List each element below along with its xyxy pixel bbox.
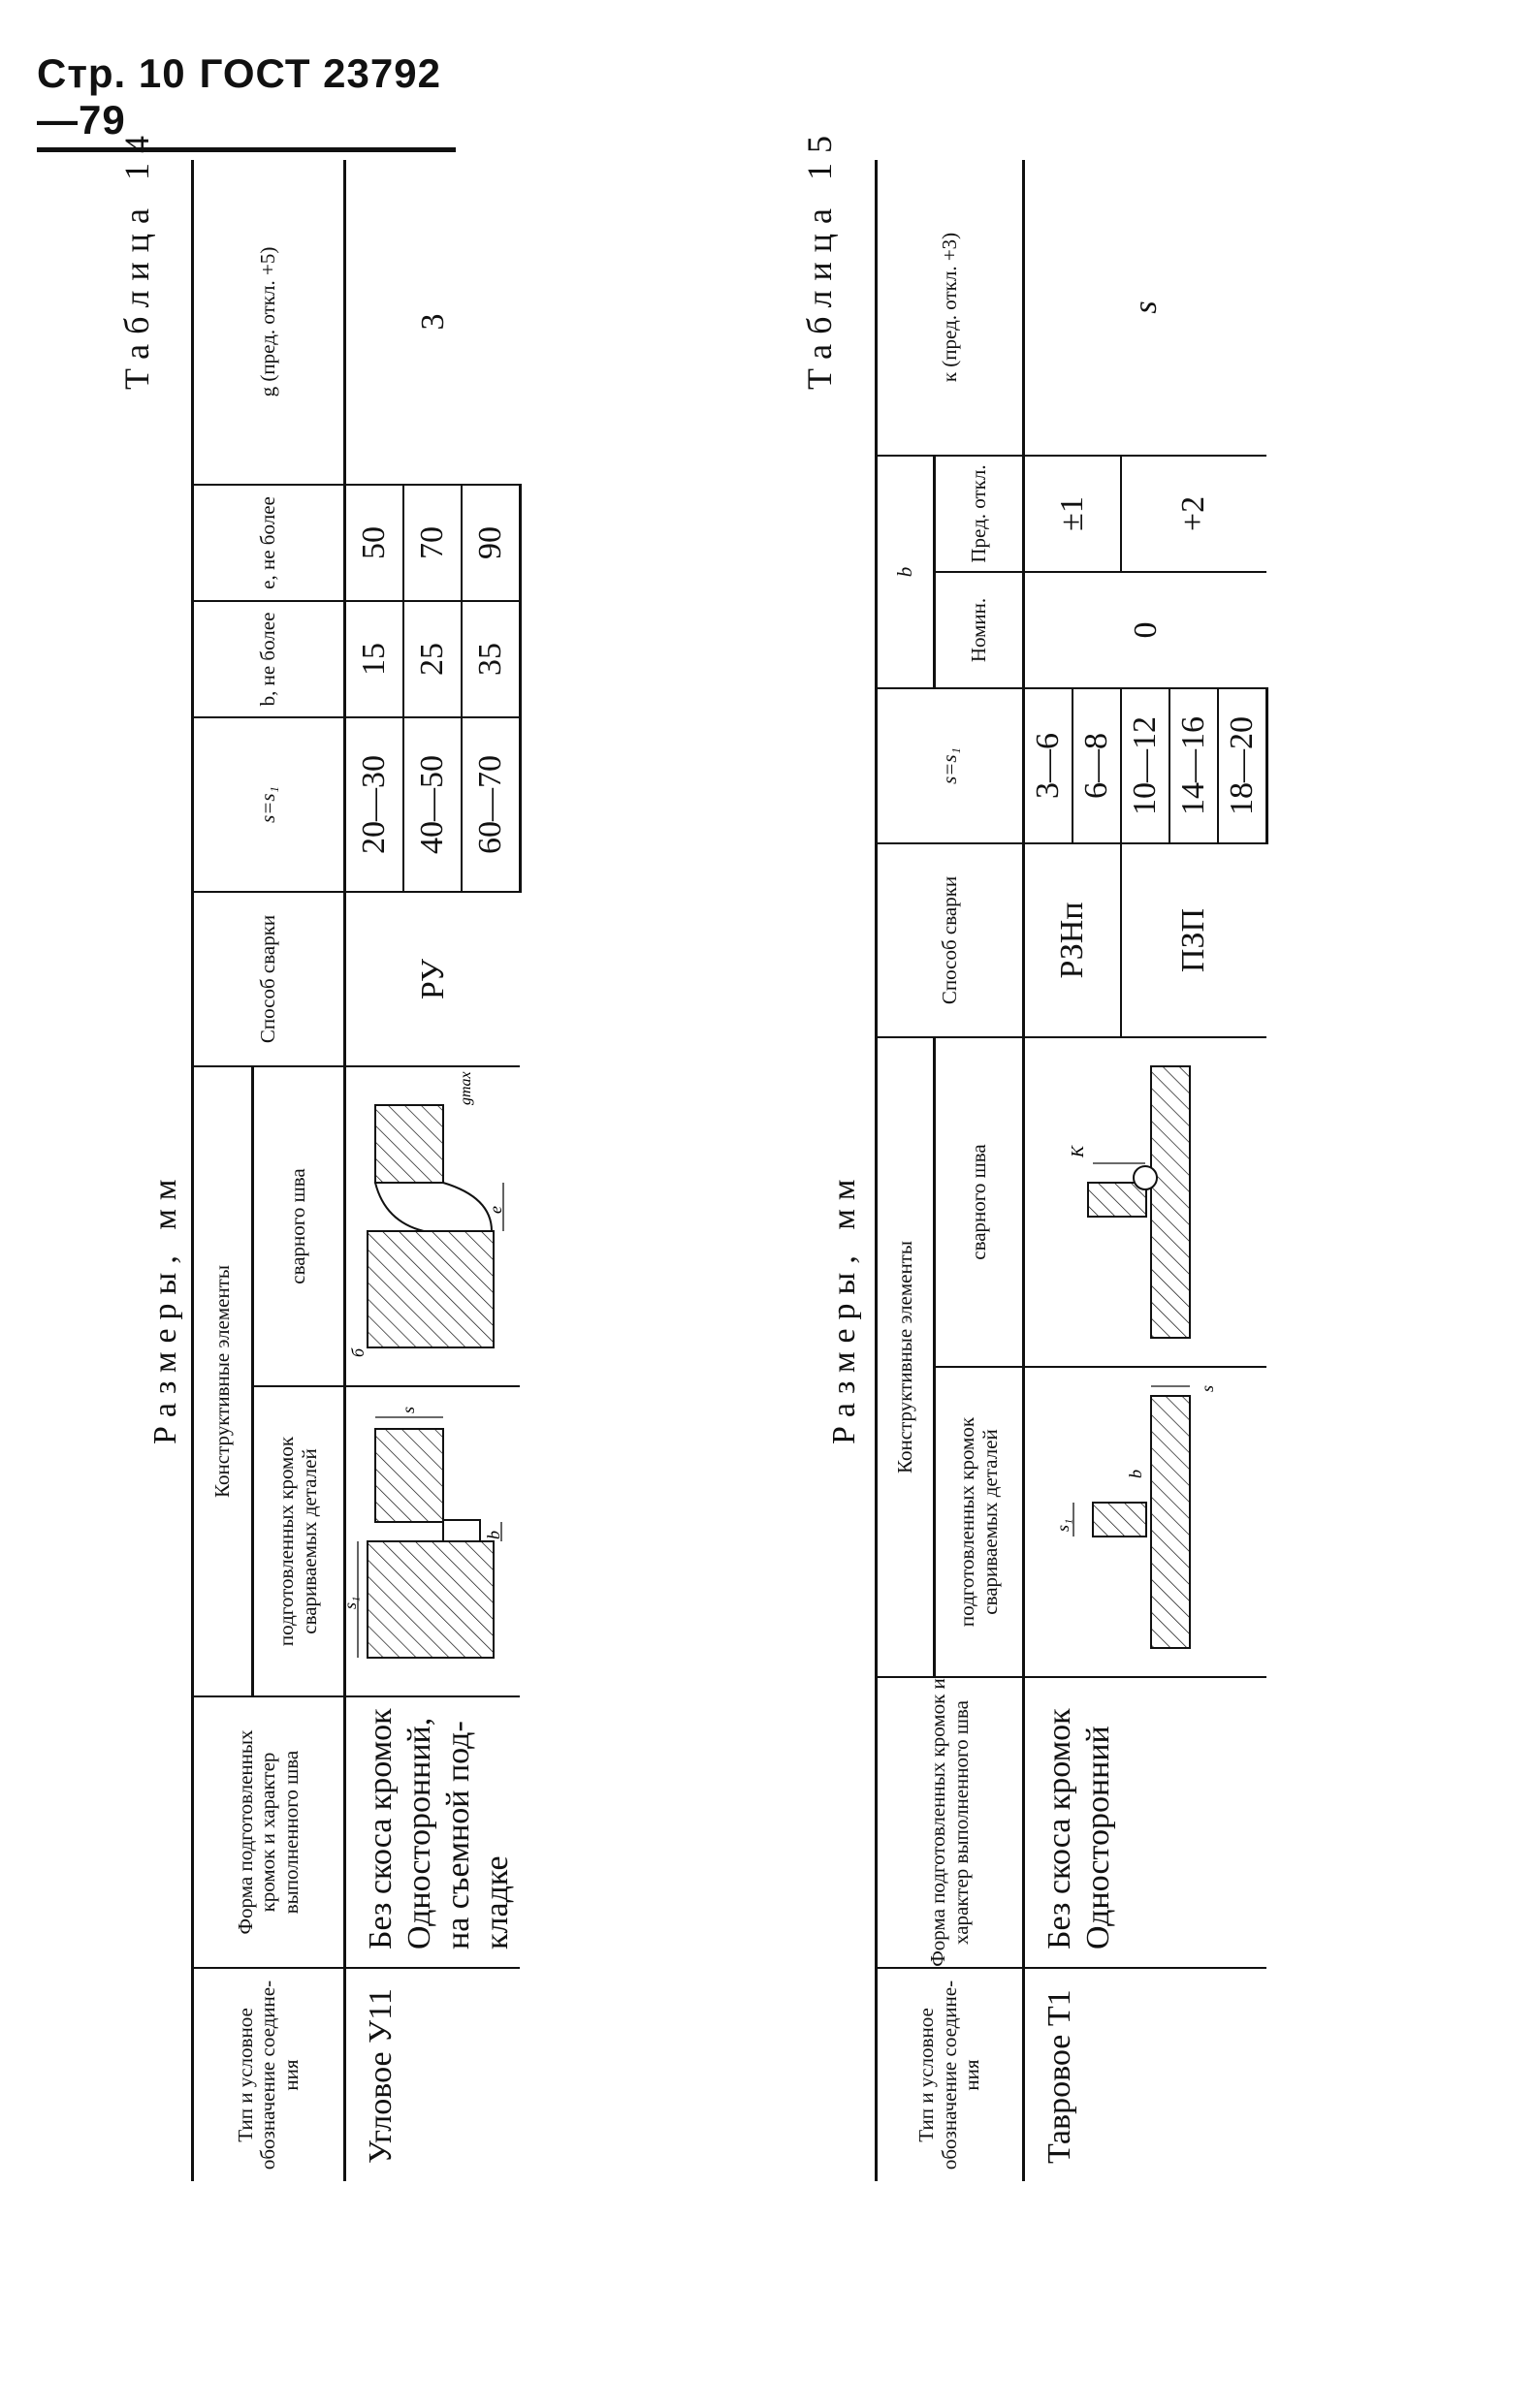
table-14-caption: Таблица 14 <box>117 126 156 390</box>
standard-number: ГОСТ 23792—79 <box>37 50 441 143</box>
table-15 <box>875 160 1268 2181</box>
t14-cell-g: 3 <box>345 160 521 485</box>
t14-cell-e-3: 90 <box>462 485 520 601</box>
t14-horizontal-plate <box>375 1429 443 1522</box>
table-15-dims-caption: Размеры, мм <box>826 1170 862 1444</box>
t14-weld-seam-drawing <box>346 1071 511 1377</box>
t14-cell-e-2: 70 <box>403 485 462 601</box>
t15-header-k: к (пред. откл. +3) <box>877 160 1024 456</box>
t15-cell-type: Тавровое Т1 <box>1024 1968 1267 2181</box>
table-14 <box>191 160 522 2181</box>
t14-weld-horizontal-plate <box>375 1105 443 1183</box>
t15-header-type: Тип и условное обозначение соединения <box>877 1968 1024 2181</box>
t14-header-g: g (пред. откл. +5) <box>193 160 345 485</box>
t14-weld-vertical-plate <box>368 1231 494 1347</box>
t14-cell-form: Без скоса кромок Односторонний, на съемной подкладке <box>345 1696 521 1968</box>
t15-header-weld: сварного шва <box>935 1037 1024 1367</box>
t14-vertical-plate <box>368 1541 494 1658</box>
t14-sketch-prepared <box>340 1386 521 1696</box>
t14-cell-s-2: 40—50 <box>403 717 462 892</box>
t15-weld-web-plate <box>1088 1183 1146 1217</box>
t14-label-b: b <box>484 1531 503 1539</box>
t15-weld-base-plate <box>1151 1066 1190 1338</box>
t14-backing-strip <box>443 1520 480 1541</box>
t15-label-s1: s₁ <box>1053 1518 1073 1532</box>
t14-weld-bead <box>375 1183 492 1231</box>
t15-cell-s-2: 6—8 <box>1073 688 1121 843</box>
t15-header-constructive: Конструктивные элементы <box>877 1037 935 1677</box>
t15-web-plate <box>1093 1503 1146 1537</box>
t15-header-prepared: подготовленных кромок свариваемых деталей <box>935 1367 1024 1677</box>
t15-header-tol: Пред. откл. <box>935 456 1024 572</box>
t15-weld-seam-drawing <box>1025 1047 1258 1357</box>
t15-prepared-edges-drawing <box>1025 1377 1258 1667</box>
t15-cell-s-1: 3—6 <box>1024 688 1073 843</box>
t15-cell-tol-1: ±1 <box>1024 456 1121 572</box>
t14-header-constructive: Конструктивные элементы <box>193 1066 253 1696</box>
t15-cell-k: s <box>1024 160 1267 456</box>
t14-cell-s-1: 20—30 <box>345 717 403 892</box>
t14-label-s1: s₁ <box>340 1596 360 1609</box>
page-number: Стр. 10 <box>37 50 186 96</box>
t14-cell-b-3: 35 <box>462 601 520 717</box>
t14-label-s: s <box>399 1406 418 1413</box>
t14-sketch-weld <box>345 1066 521 1386</box>
t14-label-b-weld: б <box>348 1347 368 1357</box>
t15-header-s: s=s₁ <box>877 688 1024 843</box>
t14-prepared-edges-drawing <box>340 1396 511 1687</box>
t15-cell-form: Без скоса кромок Односторонний <box>1024 1677 1267 1968</box>
t14-header-e: e, не более <box>193 485 345 601</box>
t15-label-k: K <box>1068 1145 1087 1157</box>
t15-label-s: s <box>1198 1384 1217 1392</box>
t14-header-form: Форма подготовленных кромок и характер выполненного шва <box>193 1696 345 1968</box>
t14-header-method: Способ сварки <box>193 892 345 1066</box>
t15-base-plate <box>1151 1396 1190 1648</box>
t15-cell-s-3: 10—12 <box>1121 688 1170 843</box>
t15-header-b: b <box>877 456 935 688</box>
t15-header-form: Форма подготовленных кромок и характер выполненного шва <box>877 1677 1024 1968</box>
t15-cell-b-nom: 0 <box>1024 572 1267 688</box>
t15-sketch-weld <box>1024 1037 1267 1367</box>
t14-header-weld: сварного шва <box>253 1066 345 1386</box>
t14-cell-b-1: 15 <box>345 601 403 717</box>
t15-cell-s-4: 14—16 <box>1169 688 1218 843</box>
t15-label-b: b <box>1126 1470 1145 1478</box>
t14-cell-b-2: 25 <box>403 601 462 717</box>
t14-label-gmax: gmax <box>458 1071 474 1105</box>
table-14-dims-caption: Размеры, мм <box>147 1170 183 1444</box>
t14-cell-type: Угловое У11 <box>345 1968 521 2181</box>
t14-header-b: b, не более <box>193 601 345 717</box>
t14-header-prepared: подготовленных кромок свариваемых деталей <box>253 1386 345 1696</box>
t15-header-method: Способ сварки <box>877 843 1024 1037</box>
t15-sketch-prepared <box>1024 1367 1267 1677</box>
t14-header-s: s=s₁ <box>193 717 345 892</box>
t14-label-e: e <box>486 1206 505 1214</box>
t14-header-type: Тип и условное обозначение соединения <box>193 1968 345 2181</box>
t15-cell-tol-2: +2 <box>1121 456 1267 572</box>
page-header <box>37 50 456 152</box>
rotated-page-content <box>109 126 1427 2181</box>
table-15-caption: Таблица 15 <box>800 126 839 390</box>
t15-header-nom: Номин. <box>935 572 1024 688</box>
t15-cell-method-2: ПЗП <box>1121 843 1267 1037</box>
t14-cell-method: РУ <box>345 892 521 1066</box>
t15-cell-method-1: РЗНп <box>1024 843 1121 1037</box>
t14-cell-s-3: 60—70 <box>462 717 520 892</box>
t15-fillet-weld <box>1134 1166 1157 1189</box>
t14-cell-e-1: 50 <box>345 485 403 601</box>
t15-cell-s-5: 18—20 <box>1218 688 1266 843</box>
